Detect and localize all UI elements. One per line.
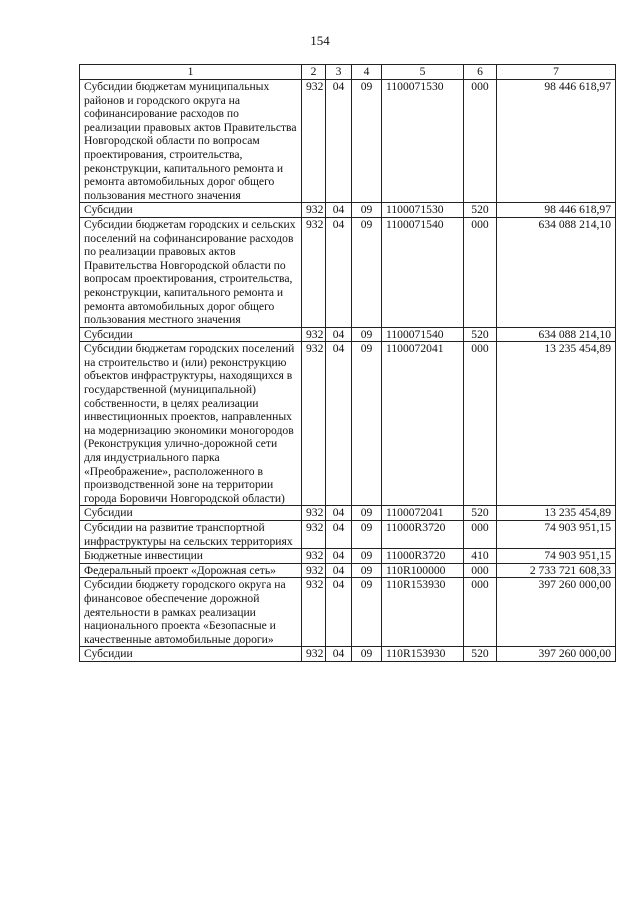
column-header: 3	[326, 65, 352, 80]
row-description: Федеральный проект «Дорожная сеть»	[80, 563, 302, 578]
column-header: 7	[497, 65, 616, 80]
column-header: 5	[382, 65, 464, 80]
ministry-code: 932	[302, 578, 326, 647]
amount: 13 235 454,89	[497, 342, 616, 506]
table-row	[80, 80, 616, 203]
subsection-code: 09	[352, 549, 382, 564]
subsection-code: 09	[352, 342, 382, 506]
target-article-code: 1100072041	[382, 342, 464, 506]
subsection-code: 09	[352, 521, 382, 549]
ministry-code: 932	[302, 521, 326, 549]
subsection-code: 09	[352, 647, 382, 662]
row-description: Субсидии бюджетам муниципальных районов и городского округа на софинансирование расходов по реализации правовых актов Правительства Новгородской области по вопросам проектирования, строительства, реконструкции, капитального ремонта и ремонта автомобильных дорог общего пользования местного значения	[80, 80, 302, 203]
section-code: 04	[326, 549, 352, 564]
amount: 74 903 951,15	[497, 521, 616, 549]
row-description: Субсидии	[80, 327, 302, 342]
amount: 98 446 618,97	[497, 80, 616, 203]
section-code: 04	[326, 521, 352, 549]
amount: 13 235 454,89	[497, 506, 616, 521]
section-code: 04	[326, 506, 352, 521]
section-code: 04	[326, 203, 352, 218]
table-row	[80, 203, 616, 218]
target-article-code: 11000R3720	[382, 521, 464, 549]
target-article-code: 1100071530	[382, 80, 464, 203]
amount: 397 260 000,00	[497, 578, 616, 647]
amount: 2 733 721 608,33	[497, 563, 616, 578]
amount: 98 446 618,97	[497, 203, 616, 218]
row-description: Субсидии	[80, 506, 302, 521]
row-description: Бюджетные инвестиции	[80, 549, 302, 564]
subsection-code: 09	[352, 327, 382, 342]
row-description: Субсидии	[80, 647, 302, 662]
table-header-row	[80, 65, 616, 80]
amount: 634 088 214,10	[497, 327, 616, 342]
expense-type-code: 520	[464, 203, 497, 218]
table-row	[80, 217, 616, 327]
column-header: 1	[80, 65, 302, 80]
amount: 634 088 214,10	[497, 217, 616, 327]
ministry-code: 932	[302, 563, 326, 578]
table-row	[80, 506, 616, 521]
expense-type-code: 000	[464, 217, 497, 327]
amount: 74 903 951,15	[497, 549, 616, 564]
row-description: Субсидии	[80, 203, 302, 218]
column-header: 4	[352, 65, 382, 80]
expense-type-code: 000	[464, 578, 497, 647]
table-row	[80, 342, 616, 506]
table-row	[80, 327, 616, 342]
table-row	[80, 647, 616, 662]
page-number: 154	[310, 33, 330, 48]
expense-type-code: 000	[464, 563, 497, 578]
amount: 397 260 000,00	[497, 647, 616, 662]
target-article-code: 1100071540	[382, 217, 464, 327]
column-header: 6	[464, 65, 497, 80]
section-code: 04	[326, 578, 352, 647]
expense-type-code: 000	[464, 342, 497, 506]
target-article-code: 110R100000	[382, 563, 464, 578]
row-description: Субсидии на развитие транспортной инфраструктуры на сельских территориях	[80, 521, 302, 549]
budget-table	[79, 64, 616, 662]
subsection-code: 09	[352, 578, 382, 647]
expense-type-code: 520	[464, 506, 497, 521]
ministry-code: 932	[302, 80, 326, 203]
table-row	[80, 578, 616, 647]
section-code: 04	[326, 563, 352, 578]
table-row	[80, 549, 616, 564]
subsection-code: 09	[352, 563, 382, 578]
row-description: Субсидии бюджетам городских поселений на строительство и (или) реконструкцию объектов инфраструктуры, находящихся в государственной (муниципальной) собственности, в целях реализации инвестиционных проектов, направленных на модернизацию экономики моногородов (Реконструкция улично-дорожной сети для индустриального парка «Преображение», расположенного в производственной зоне на территории города Боровичи Новгородской области)	[80, 342, 302, 506]
ministry-code: 932	[302, 327, 326, 342]
ministry-code: 932	[302, 203, 326, 218]
target-article-code: 1100071530	[382, 203, 464, 218]
expense-type-code: 520	[464, 647, 497, 662]
ministry-code: 932	[302, 647, 326, 662]
section-code: 04	[326, 217, 352, 327]
subsection-code: 09	[352, 217, 382, 327]
row-description: Субсидии бюджетам городских и сельских поселений на софинансирование расходов по реализации правовых актов Правительства Новгородской области по вопросам проектирования, строительства, реконструкции, капитального ремонта и ремонта автомобильных дорог общего пользования местного значения	[80, 217, 302, 327]
expense-type-code: 410	[464, 549, 497, 564]
expense-type-code: 000	[464, 521, 497, 549]
section-code: 04	[326, 327, 352, 342]
row-description: Субсидии бюджету городского округа на финансовое обеспечение дорожной деятельности в рамках реализации национального проекта «Безопасные и качественные автомобильные дороги»	[80, 578, 302, 647]
section-code: 04	[326, 342, 352, 506]
section-code: 04	[326, 80, 352, 203]
target-article-code: 11000R3720	[382, 549, 464, 564]
target-article-code: 1100071540	[382, 327, 464, 342]
expense-type-code: 000	[464, 80, 497, 203]
subsection-code: 09	[352, 506, 382, 521]
target-article-code: 110R153930	[382, 578, 464, 647]
target-article-code: 1100072041	[382, 506, 464, 521]
target-article-code: 110R153930	[382, 647, 464, 662]
column-header: 2	[302, 65, 326, 80]
table-row	[80, 563, 616, 578]
ministry-code: 932	[302, 342, 326, 506]
ministry-code: 932	[302, 217, 326, 327]
expense-type-code: 520	[464, 327, 497, 342]
section-code: 04	[326, 647, 352, 662]
ministry-code: 932	[302, 506, 326, 521]
table-row	[80, 521, 616, 549]
ministry-code: 932	[302, 549, 326, 564]
subsection-code: 09	[352, 203, 382, 218]
subsection-code: 09	[352, 80, 382, 203]
